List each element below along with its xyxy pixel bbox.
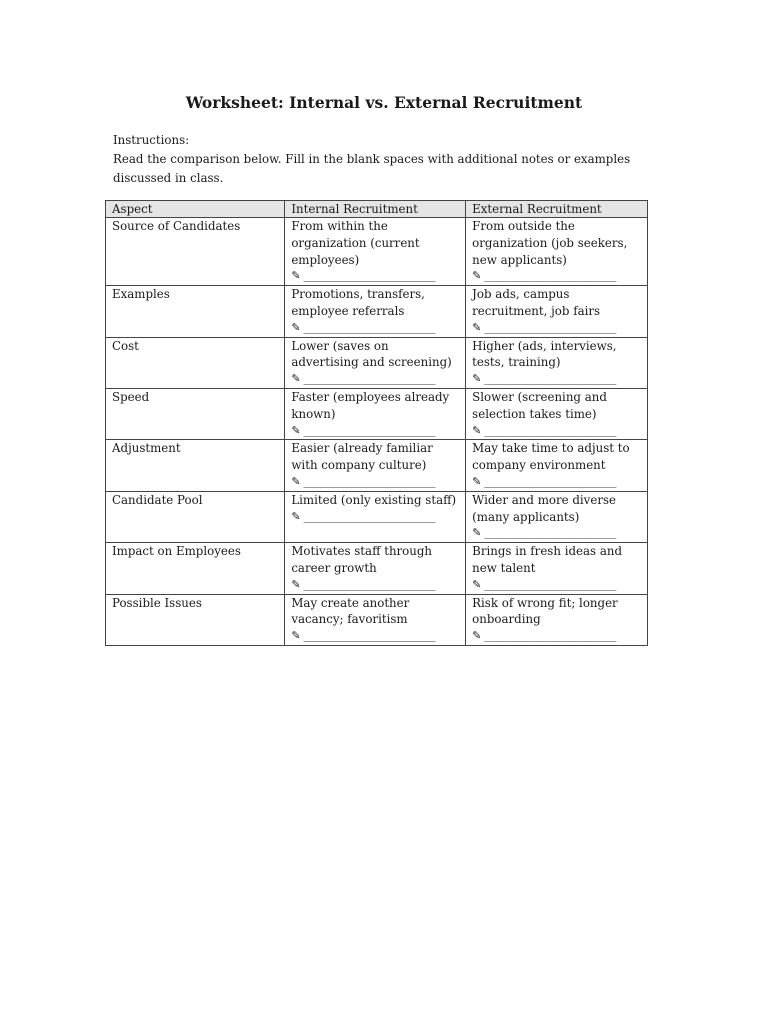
blank-line: ________________________	[484, 320, 617, 334]
table-row	[106, 218, 648, 286]
pencil-icon: ✎	[291, 372, 301, 386]
notes-blank-field[interactable]	[472, 320, 641, 337]
blank-line: ________________________	[303, 269, 436, 283]
table-row	[106, 388, 648, 439]
blank-line: ________________________	[303, 423, 436, 437]
pencil-icon: ✎	[472, 320, 482, 334]
notes-blank-field[interactable]	[291, 423, 459, 440]
aspect-cell: Examples	[106, 286, 285, 337]
blank-line: ________________________	[303, 629, 436, 643]
notes-blank-field[interactable]	[472, 628, 641, 645]
notes-blank-field[interactable]	[291, 474, 459, 491]
notes-blank-field[interactable]	[291, 268, 459, 285]
aspect-cell: Source of Candidates	[106, 218, 285, 286]
aspect-cell: Candidate Pool	[106, 491, 285, 542]
table-row	[106, 286, 648, 337]
notes-blank-field[interactable]	[291, 577, 459, 594]
blank-line: ________________________	[484, 474, 617, 488]
external-text: Job ads, campus recruitment, job fairs	[472, 287, 601, 318]
table-row	[106, 543, 648, 594]
aspect-cell: Adjustment	[106, 440, 285, 491]
internal-text: May create another vacancy; favoritism	[291, 595, 410, 627]
external-cell	[466, 543, 648, 594]
page-title: Worksheet: Internal vs. External Recruitment	[185, 93, 583, 112]
external-cell	[466, 286, 648, 337]
external-cell	[466, 337, 648, 388]
blank-line: ________________________	[484, 423, 617, 437]
blank-line: ________________________	[484, 577, 617, 591]
pencil-icon: ✎	[291, 320, 301, 334]
pencil-icon: ✎	[291, 577, 301, 591]
pencil-icon: ✎	[472, 269, 482, 283]
blank-line: ________________________	[303, 372, 436, 386]
blank-line: ________________________	[484, 269, 617, 283]
internal-text: Motivates staff through career growth	[291, 544, 433, 575]
header-aspect: Aspect	[106, 201, 285, 218]
pencil-icon: ✎	[472, 629, 482, 643]
external-cell	[466, 388, 648, 439]
external-text: From outside the organization (job seekers, new applicants)	[472, 219, 628, 267]
internal-text: From within the organization (current employees)	[291, 219, 420, 267]
aspect-cell: Cost	[106, 337, 285, 388]
blank-line: ________________________	[303, 474, 436, 488]
pencil-icon: ✎	[291, 629, 301, 643]
internal-cell	[285, 491, 466, 542]
external-text: Wider and more diverse (many applicants)	[472, 492, 617, 524]
blank-line: ________________________	[303, 509, 436, 523]
instructions-block	[113, 131, 673, 188]
instructions-heading: Instructions:	[113, 133, 190, 147]
external-text: May take time to adjust to company environment	[472, 441, 630, 473]
external-cell	[466, 594, 648, 645]
internal-cell	[285, 543, 466, 594]
external-text: Brings in fresh ideas and new talent	[472, 544, 623, 575]
table-row	[106, 337, 648, 388]
internal-cell	[285, 440, 466, 491]
table-row	[106, 491, 648, 542]
internal-cell	[285, 388, 466, 439]
instructions-text: Read the comparison below. Fill in the blank spaces with additional notes or examples discussed in class.	[113, 152, 631, 185]
pencil-icon: ✎	[472, 577, 482, 591]
notes-blank-field[interactable]	[472, 525, 641, 542]
internal-text: Limited (only existing staff)	[291, 492, 457, 507]
notes-blank-field[interactable]	[291, 628, 459, 645]
internal-cell	[285, 218, 466, 286]
aspect-cell: Impact on Employees	[106, 543, 285, 594]
pencil-icon: ✎	[472, 372, 482, 386]
notes-blank-field[interactable]	[291, 371, 459, 388]
pencil-icon: ✎	[472, 474, 482, 488]
pencil-icon: ✎	[291, 269, 301, 283]
header-internal: Internal Recruitment	[285, 201, 466, 218]
blank-line: ________________________	[484, 526, 617, 540]
blank-line: ________________________	[303, 320, 436, 334]
aspect-cell: Possible Issues	[106, 594, 285, 645]
aspect-cell: Speed	[106, 388, 285, 439]
comparison-table	[105, 200, 648, 646]
blank-line: ________________________	[303, 577, 436, 591]
notes-blank-field[interactable]	[472, 474, 641, 491]
notes-blank-field[interactable]	[472, 268, 641, 285]
internal-text: Promotions, transfers, employee referrals	[291, 287, 425, 318]
external-text: Risk of wrong fit; longer onboarding	[472, 595, 618, 627]
internal-text: Easier (already familiar with company culture)	[291, 441, 433, 473]
pencil-icon: ✎	[291, 509, 301, 523]
pencil-icon: ✎	[472, 423, 482, 437]
external-cell	[466, 218, 648, 286]
table-row	[106, 440, 648, 491]
internal-text: Faster (employees already known)	[291, 389, 450, 421]
internal-cell	[285, 337, 466, 388]
table-row	[106, 594, 648, 645]
header-external: External Recruitment	[466, 201, 648, 218]
blank-line: ________________________	[484, 629, 617, 643]
table-header-row	[106, 201, 648, 218]
pencil-icon: ✎	[291, 474, 301, 488]
external-text: Higher (ads, interviews, tests, training)	[472, 338, 617, 370]
pencil-icon: ✎	[472, 526, 482, 540]
blank-line: ________________________	[484, 372, 617, 386]
notes-blank-field[interactable]	[472, 423, 641, 440]
internal-cell	[285, 286, 466, 337]
external-cell	[466, 491, 648, 542]
notes-blank-field[interactable]	[472, 371, 641, 388]
external-cell	[466, 440, 648, 491]
pencil-icon: ✎	[291, 423, 301, 437]
external-text: Slower (screening and selection takes time)	[472, 389, 607, 421]
notes-blank-field[interactable]	[472, 577, 641, 594]
internal-cell	[285, 594, 466, 645]
internal-text: Lower (saves on advertising and screening)	[291, 338, 452, 370]
notes-blank-field[interactable]	[291, 509, 459, 526]
notes-blank-field[interactable]	[291, 320, 459, 337]
